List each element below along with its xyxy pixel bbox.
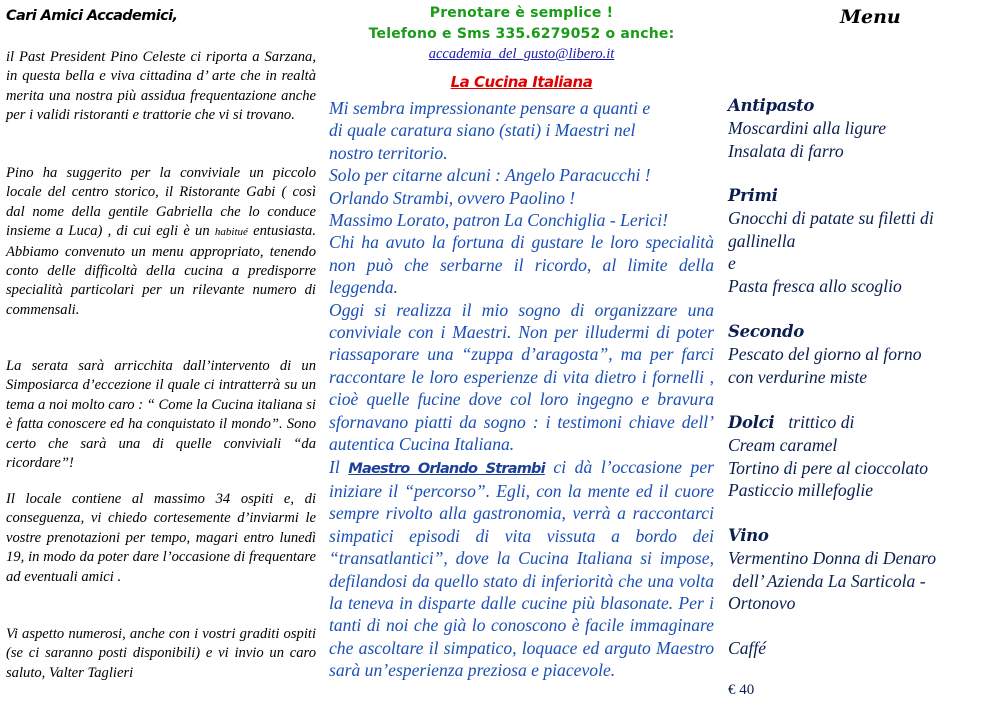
menu-item: Tortino di pere al cioccolato	[728, 457, 929, 478]
letter-paragraph-3: La serata sarà arricchita dall’intervento di un Simposiarca d’eccezione il quale ci intratterrà su un tema a noi molto caro : “ Come la Cucina italiana si è fatta conoscere ed ha conquistato il mondo”. Sono certo che sarà una di quelle conviviali “da ricordare”!	[6, 358, 316, 472]
article-title: La Cucina Italiana	[450, 73, 593, 91]
booking-phone: Telefono e Sms 335.6279052 o anche:	[368, 26, 675, 42]
article-body	[329, 97, 714, 682]
menu-item: Moscardini alla ligure	[728, 118, 887, 139]
habitue-word: habitué	[214, 226, 248, 239]
article-line: nostro territorio.	[329, 142, 448, 163]
menu-item: e	[728, 253, 736, 274]
menu-item: Gnocchi di patate su filetti di	[728, 208, 934, 229]
article-paragraph-b: Oggi si realizza il mio sogno di organizzare una conviviale con i Maestri. Non per illudermi di poter riassaporare una “zuppa d’aragosta”, ma per farci raccontare le loro esperienze di vita dietro i fornelli , cioè quelle fucine dove col loro ingegno e bravura sfornavano piatti da sogno : i testimoni chiave dell’ autentica Cucina Italiana.	[329, 299, 714, 455]
menu-item: Vermentino Donna di Denaro	[728, 548, 937, 569]
menu-section-primi	[728, 185, 973, 297]
menu-item: Cream caramel	[728, 435, 838, 456]
menu-item: gallinella	[728, 230, 796, 251]
menu-caffe: Caffé	[728, 638, 767, 658]
paragraph-text: ci dà l’occasione per iniziare il “percorso”. Egli, con la mente ed il cuore sempre rivolto alla gastronomia, verrà a raccontarci simpatici episodi di vita vissuta a bordo dei “transatlantici”, dove la Cucina Italiana si impose, defilandosi da quello stato di inferiorità che una volta la teneva in disparte dalle cucine più blasonate. Per i tanti di noi che già lo conoscono è facile immaginare che ascoltare il simpatico, loquace ed arguto Maestro sarà un’esperienza preziosa e piacevole.	[329, 456, 714, 681]
menu-price: € 40	[728, 682, 755, 698]
menu-title: Menu	[840, 6, 901, 28]
article-paragraph-c	[329, 456, 714, 682]
booking-email-link[interactable]: accademia_del_gusto@libero.it	[428, 46, 615, 62]
greeting: Cari Amici Accademici,	[6, 8, 178, 24]
section-heading: Secondo	[728, 322, 804, 341]
menu-item: Pasta fresca allo scoglio	[728, 275, 902, 296]
menu-item: Pescato del giorno al forno	[728, 344, 922, 365]
section-heading: Vino	[728, 526, 769, 545]
menu-item: Pasticcio millefoglie	[728, 480, 874, 501]
article-line: Orlando Strambi, ovvero Paolino !	[329, 187, 576, 208]
dolci-note: trittico di	[788, 412, 855, 432]
article-line: Mi sembra impressionante pensare a quanti e	[329, 98, 651, 118]
article-paragraph-a: Chi ha avuto la fortuna di gustare le loro specialità non può che serbarne il ricordo, al limite della leggenda.	[329, 232, 714, 298]
article-line: Massimo Lorato, patron La Conchiglia - Lerici!	[329, 210, 669, 231]
menu-item: dell’ Azienda La Sarticola -	[728, 570, 926, 591]
paragraph-text: Il	[329, 456, 340, 477]
booking-title: Prenotare è semplice !	[429, 5, 614, 21]
menu-item: con verdurine miste	[728, 366, 868, 387]
letter-paragraph-2	[6, 164, 316, 320]
letter-paragraph-5: Vi aspetto numerosi, anche con i vostri graditi ospiti (se ci saranno posti disponibili) e vi invio un caro saluto, Valter Taglieri	[6, 626, 316, 681]
menu-section-secondo	[728, 321, 973, 388]
menu-item: Ortonovo	[728, 593, 796, 614]
section-heading: Antipasto	[728, 96, 815, 115]
paragraph-text: entusiasta. Abbiamo convenuto un menu appropriato, tenendo conto delle difficoltà della cucina a predisporre specialità particolari per un rilevante numero di commensali.	[6, 223, 316, 318]
article-line: di quale caratura siano (stati) i Maestri nel	[329, 120, 636, 141]
maestro-name: Maestro Orlando Strambi	[348, 460, 545, 477]
menu-item: Insalata di farro	[728, 140, 844, 161]
letter-paragraph-1: il Past President Pino Celeste ci riporta a Sarzana, in questa bella e viva cittadina d’ arte che in realtà merita una nostra più assidua frequentazione anche per i validi ristoranti e trattorie che vi si trovano.	[6, 49, 316, 124]
paragraph-text: Pino ha suggerito per la conviviale un piccolo locale del centro storico, il Ristorante Gabi ( così dal nome della gentile Gabriella che lo conduce insieme a Luca) , di cui egli è un	[6, 165, 316, 240]
section-heading: Primi	[728, 186, 778, 205]
menu-section-vino	[728, 525, 973, 615]
section-heading: Dolci	[728, 413, 775, 432]
letter-paragraph-4: Il locale contiene al massimo 34 ospiti e, di conseguenza, vi chiedo cortesemente d’inviarmi le vostre prenotazioni per tempo, magari entro lunedì 19, in modo da poter dare l’occasione di frequentare ad eventuali amici .	[6, 491, 316, 585]
article-line: Solo per citarne alcuni : Angelo Paracucchi !	[329, 165, 651, 186]
menu-section-antipasto	[728, 95, 973, 162]
menu-section-dolci	[728, 411, 973, 502]
dolci-heading-row	[728, 411, 973, 434]
